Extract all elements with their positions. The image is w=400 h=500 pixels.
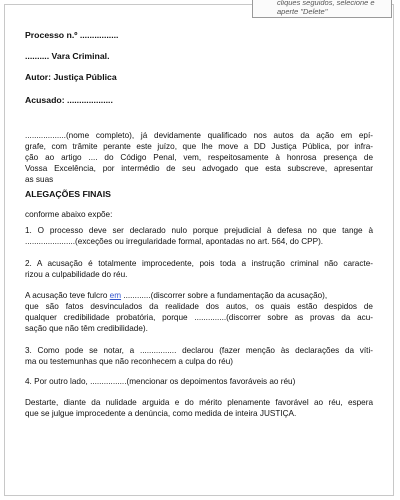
section-lead <box>25 210 373 221</box>
em-link[interactable]: em <box>109 291 122 300</box>
autor-line: Autor: Justiça Pública <box>25 72 117 82</box>
paragraph-line: 3. Como pode se notar, a ................ declarou (fazer menção às declarações da víti- <box>25 346 373 355</box>
paragraph-4 <box>25 346 373 368</box>
paragraph-line: 2. A acusação é totalmente improcedente, pois toda a instrução criminal não caracte- <box>25 259 373 268</box>
paragraph-1 <box>25 226 373 248</box>
paragraph-6 <box>25 398 373 420</box>
intro-line: ..................(nome completo), já devidamente qualificado nos autos da ação em epí- <box>25 131 373 140</box>
intro-paragraph <box>25 131 373 186</box>
paragraph-5 <box>25 377 373 388</box>
acusado-line: Acusado: ................... <box>25 95 113 105</box>
paragraph-line: 1. O processo deve ser declarado nulo porque prejudicial à defesa no que tange à <box>25 226 373 235</box>
paragraph-line: 4. Por outro lado, ................(mencionar os depoimentos favoráveis ao réu) <box>25 377 296 386</box>
paragraph-line: ......................(exceções ou irregularidade formal, apontadas no art. 564, do CPP). <box>25 236 324 246</box>
paragraph-line: Destarte, diante da nulidade arguida e do mérito plenamente favorável ao réu, espera <box>25 398 373 407</box>
section-title: ALEGAÇÕES FINAIS <box>25 189 111 199</box>
intro-line: Vossa Excelência, por intermédio de seu advogado que esta subscreve, apresentar <box>25 163 373 173</box>
tooltip-text: cliques seguidos, selecione e aperte "Delete" <box>277 0 375 16</box>
paragraph-line: ma ou testemunhas que não reconhecem a culpa do réu) <box>25 356 234 366</box>
intro-line: ção ao artigo .... do Código Penal, vem, respeitosamente à honrosa presença de <box>25 152 373 162</box>
vara-criminal: .......... Vara Criminal. <box>25 51 110 61</box>
paragraph-text: A acusação teve fulcro <box>25 291 110 300</box>
paragraph-line: que são fatos desvinculados da realidade dos autos, os quais estão despidos de <box>25 301 373 311</box>
intro-line: as suas <box>25 174 54 184</box>
paragraph-line <box>25 291 373 302</box>
paragraph-3 <box>25 291 373 335</box>
intro-line: grafe, com trâmite perante este juízo, que lhe move a DD Justiça Pública, por infra- <box>25 141 373 151</box>
paragraph-line: que se julgue improcedente a denúncia, como medida de inteira JUSTIÇA. <box>25 408 297 418</box>
tooltip-hint <box>252 0 392 18</box>
paragraph-line: qualquer credibilidade probatória, porque ..............(discorrer sobre as provas da acu- <box>25 312 373 322</box>
paragraph-text: ............(discorrer sobre a fundamentação da acusação), <box>121 291 328 300</box>
processo-number: Processo n.º ................ <box>25 30 119 40</box>
paragraph-line: sação que não têm credibilidade). <box>25 323 148 333</box>
paragraph-line: rizou a culpabilidade do réu. <box>25 269 128 279</box>
lead-line: conforme abaixo expõe: <box>25 210 113 219</box>
paragraph-2 <box>25 259 373 281</box>
